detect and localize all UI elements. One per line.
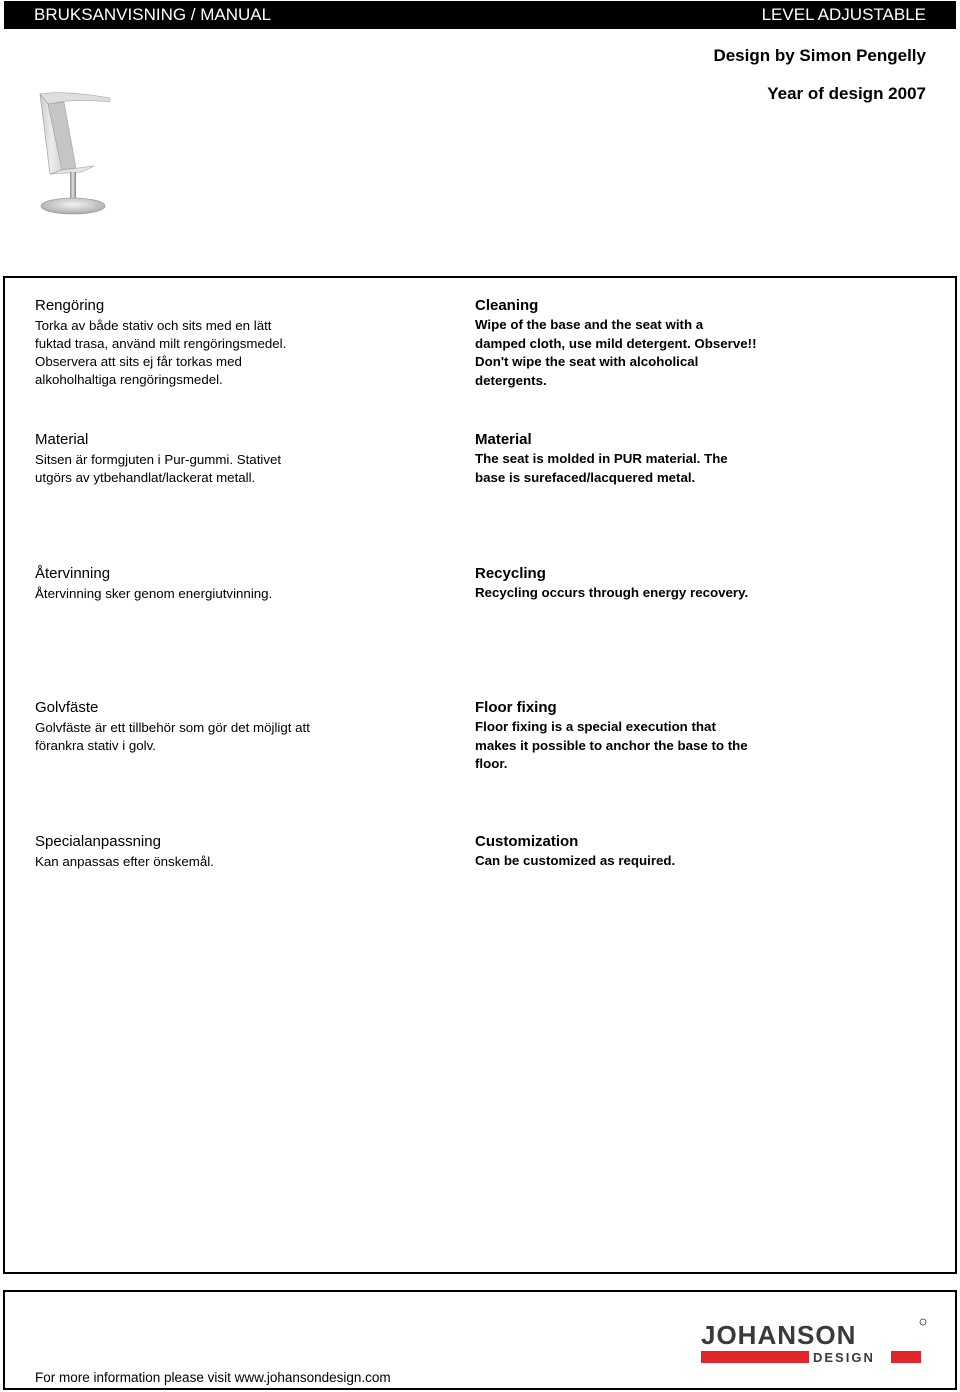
body-line: detergents. <box>475 372 547 388</box>
section-title: Rengöring <box>35 297 105 314</box>
logo-main-text: JOHANSON <box>701 1320 857 1350</box>
section-body <box>35 853 365 871</box>
section-title: Floor fixing <box>475 699 557 716</box>
logo-sub-text: DESIGN <box>813 1350 875 1365</box>
body-line: förankra stativ i golv. <box>35 738 156 753</box>
product-chair-image <box>34 88 118 218</box>
product-name: LEVEL ADJUSTABLE <box>761 5 926 24</box>
body-line: fuktad trasa, använd milt rengöringsmedel. <box>35 336 287 351</box>
header-bar <box>4 1 956 29</box>
material-section-en <box>475 430 795 487</box>
cleaning-section-en <box>475 296 795 390</box>
section-title: Golvfäste <box>35 699 99 716</box>
content-panel <box>3 276 957 1274</box>
cleaning-section-sv <box>35 296 365 389</box>
material-section-sv <box>35 430 365 487</box>
section-title: Återvinning <box>35 565 111 582</box>
section-body <box>475 316 795 390</box>
manual-title: BRUKSANVISNING / MANUAL <box>34 5 272 24</box>
body-line: Don't wipe the seat with alcoholical <box>475 354 699 369</box>
section-body <box>475 718 795 774</box>
body-line: makes it possible to anchor the base to the <box>475 737 748 753</box>
customization-section-en <box>475 832 795 871</box>
section-title: Recycling <box>475 565 546 582</box>
section-body <box>475 852 795 871</box>
section-body <box>475 584 795 603</box>
body-line: Sitsen är formgjuten i Pur-gummi. Stativet <box>35 452 282 467</box>
body-line: Can be customized as required. <box>475 853 676 868</box>
body-line: Recycling occurs through energy recovery. <box>475 585 749 600</box>
section-body <box>35 719 365 755</box>
body-line: floor. <box>475 756 508 771</box>
designer-credit: Design by Simon Pengelly <box>713 46 926 65</box>
section-body <box>35 317 365 389</box>
body-line: Wipe of the base and the seat with a <box>475 317 704 332</box>
body-line: Kan anpassas efter önskemål. <box>35 854 214 869</box>
section-title: Customization <box>475 833 579 850</box>
section-title: Material <box>35 431 89 448</box>
body-line: Torka av både stativ och sits med en lätt <box>35 318 272 333</box>
body-line: damped cloth, use mild detergent. Observe!! <box>475 335 757 351</box>
section-title: Material <box>475 431 532 448</box>
johanson-design-logo <box>699 1316 931 1368</box>
body-line: alkoholhaltiga rengöringsmedel. <box>35 372 223 387</box>
section-body <box>35 451 365 487</box>
registered-mark-icon <box>920 1319 926 1325</box>
recycling-section-sv <box>35 564 365 603</box>
section-body <box>35 585 365 603</box>
body-line: base is surefaced/lacquered metal. <box>475 469 696 485</box>
customization-section-sv <box>35 832 365 871</box>
floor-fixing-section-sv <box>35 698 365 755</box>
recycling-section-en <box>475 564 795 603</box>
body-line: Återvinning sker genom energiutvinning. <box>35 586 273 601</box>
section-title: Specialanpassning <box>35 833 161 850</box>
floor-fixing-section-en <box>475 698 795 774</box>
logo-red-bar-right <box>891 1351 921 1363</box>
section-body <box>475 450 795 487</box>
design-year: Year of design 2007 <box>767 84 926 103</box>
body-line: Observera att sits ej får torkas med <box>35 354 242 369</box>
footer-panel <box>3 1290 957 1390</box>
body-line: Floor fixing is a special execution that <box>475 719 716 734</box>
logo-red-bar-left <box>701 1351 809 1363</box>
body-line: Golvfäste är ett tillbehör som gör det möjligt att <box>35 720 310 735</box>
body-line: utgörs av ytbehandlat/lackerat metall. <box>35 470 256 485</box>
body-line: The seat is molded in PUR material. The <box>475 451 728 466</box>
section-title: Cleaning <box>475 297 539 314</box>
footer-website-text: For more information please visit www.johansondesign.com <box>35 1370 391 1385</box>
